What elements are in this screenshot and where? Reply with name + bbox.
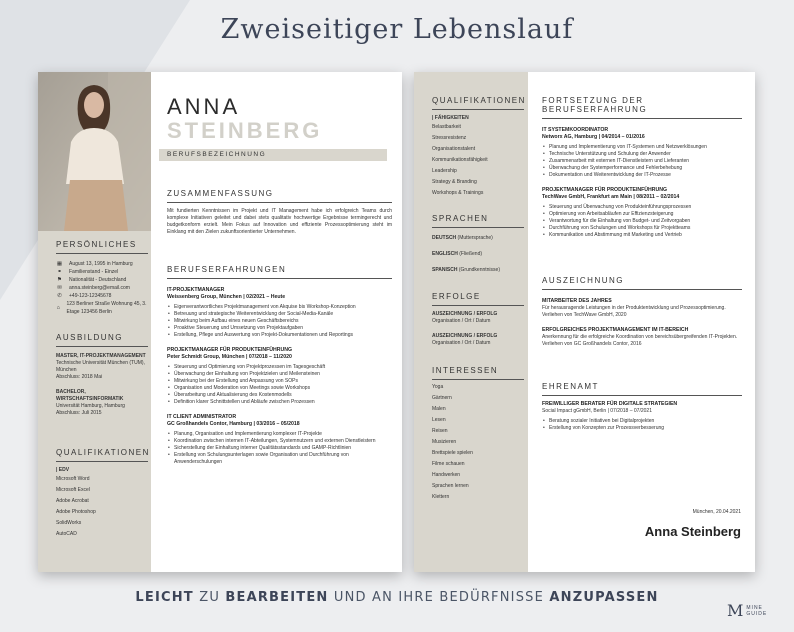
- bullet-item: • Proaktive Steuerung und Umsetzung von Projektaufgaben: [167, 325, 392, 332]
- bullet-item: • Überwachung der Systemperformance und Fehlerbehebung: [542, 165, 742, 172]
- interest-item: Sprachen lernen: [432, 483, 469, 489]
- signoff-date: München, 20.04.2021: [692, 509, 741, 515]
- mail-icon: ✉: [57, 285, 62, 291]
- bullet-item: • Technische Unterstützung und Schulung der Anwender: [542, 151, 742, 158]
- divider: [542, 289, 742, 290]
- contact-text: anna.steinberg@email.com: [69, 285, 130, 291]
- contact-text: +49-123-12345678: [69, 293, 112, 299]
- interests-list: [432, 382, 524, 503]
- bullet-item: • Zusammenarbeit mit externen IT-Dienstleistern und Lieferanten: [542, 158, 742, 165]
- job-list: [542, 127, 742, 239]
- section-title: FORTSETZUNG DER BERUFSERFAHRUNG: [542, 96, 648, 114]
- bullet-item: • Koordination zwischen internen IT-Abteilungen, Systemnutzern und externen Dienstleistern: [167, 438, 392, 445]
- language-level: (Grundkenntnisse): [457, 267, 500, 273]
- language-level: (Fließend): [457, 251, 483, 257]
- divider: [542, 395, 742, 396]
- language-item: [432, 230, 524, 246]
- qualifications-heading: | EDV: [56, 467, 70, 473]
- job-title: BERUFSBEZEICHNUNG: [167, 151, 267, 158]
- success-entry: [432, 311, 524, 325]
- section-title: SPRACHEN: [432, 214, 489, 223]
- job-entry: [542, 187, 742, 239]
- phone-icon: ✆: [57, 293, 62, 299]
- interest-item: Gärtnern: [432, 395, 452, 401]
- section-title: QUALIFIKATIONEN: [56, 448, 150, 457]
- first-name: ANNA: [167, 94, 241, 119]
- volunteer-org: Social Impact gGmbH, Berlin | 07/2018 – 07/2021: [542, 408, 652, 414]
- award-description: Für herausragende Leistungen in der Produktentwicklung und Prozessoptimierung.: [542, 305, 726, 311]
- summary-section: [167, 189, 392, 236]
- job-title: IT SYSTEMKOORDINATOR: [542, 127, 609, 133]
- job-company: TechWave GmbH, Frankfurt am Main | 08/2011 – 02/2014: [542, 194, 680, 200]
- bullet-item: • Dokumentation und Weiterentwicklung der IT-Prozesse: [542, 172, 742, 179]
- bullet-item: • Definition klarer Schnittstellen und Abläufe zwischen Prozessen: [167, 399, 392, 406]
- qualification-item: Adobe Photoshop: [56, 509, 96, 515]
- bullet-list: [542, 204, 742, 239]
- contact-item: [56, 300, 148, 316]
- contact-item: [56, 276, 148, 284]
- bullet-item: • Erstellung von Schulungsunterlagen sowie Organisation und Durchführung von Anwenderschulungen: [167, 452, 392, 466]
- bullet-item: • Kommunikation und Abstimmung mit Marketing und Vertrieb: [542, 232, 742, 239]
- logo-line-2: GUIDE: [746, 610, 768, 617]
- interest-item: Malen: [432, 406, 446, 412]
- tagline-part: ANZUPASSEN: [549, 590, 659, 605]
- resume-page-1: [38, 72, 402, 572]
- divider: [167, 202, 392, 203]
- resume-page-2: [414, 72, 755, 572]
- contact-item: [56, 260, 148, 268]
- bullet-item: • Betreuung und strategische Weiterentwicklung der Social-Media-Kanäle: [167, 311, 392, 318]
- languages-list: [432, 230, 524, 278]
- bullet-item: • Planung und Implementierung von IT-Systemen und Netzwerklösungen: [542, 144, 742, 151]
- languages-section: [432, 214, 524, 278]
- success-name: AUSZEICHNUNG / ERFOLG: [432, 311, 498, 317]
- signature-name: Anna Steinberg: [644, 524, 741, 539]
- bullet-item: • Mitwirkung bei der Erstellung und Anpassung von SOPs: [167, 378, 392, 385]
- bullet-item: • Durchführung von Schulungen und Workshops für Projektteams: [542, 225, 742, 232]
- skill-item: Kommunikationsfähigkeit: [432, 157, 488, 163]
- bullet-item: • Eigenverantwortliches Projektmanagement von Akquise bis Workshop-Konzeption: [167, 304, 392, 311]
- contact-item: [56, 292, 148, 300]
- job-title: PROJEKTMANAGER FÜR PRODUKTEINFÜHRUNG: [167, 347, 293, 353]
- bullet-item: • Steuerung und Überwachung von Produkteinführungsprozessen: [542, 204, 742, 211]
- bullet-item: • Erstellung von Konzepten zur Prozessverbesserung: [542, 425, 742, 432]
- language-name: ENGLISCH: [432, 251, 458, 257]
- qualification-item: Adobe Acrobat: [56, 498, 89, 504]
- job-list: [167, 287, 392, 466]
- success-detail: Organisation / Ort / Datum: [432, 318, 491, 324]
- interest-item: Klettern: [432, 494, 450, 500]
- bullet-list: [167, 431, 392, 466]
- section-title: EHRENAMT: [542, 382, 599, 391]
- award-issuer: Verliehen von GC Großhandels Contor, 2016: [542, 341, 642, 347]
- personal-list: [56, 260, 148, 316]
- award-issuer: Verliehen von TechWave GmbH, 2020: [542, 312, 627, 318]
- skills-section: [432, 96, 524, 199]
- language-item: [432, 262, 524, 278]
- bullet-item: • Steuerung und Optimierung von Projektprozessen im Tagesgeschäft: [167, 364, 392, 371]
- success-detail: Organisation / Ort / Datum: [432, 340, 491, 346]
- award-description: Anerkennung für die erfolgreiche Koordination von bereichsübergreifenden IT-Projekten.: [542, 334, 738, 340]
- graduation-date: Abschluss: Juli 2015: [56, 410, 102, 416]
- summary-text: Mit fundierten Kenntnissen im Projekt und IT Management habe ich erfolgreich Teams durch komplexe Initiativen geleitet und dabei stets qualitativ hochwertige Ergebnisse termingerecht und budgetkonform erzielt. Mein Fokus auf Innovation und effiziente Prozessoptimierung steht im Einklang mit den Zielen zukunftsorientierter Unternehmen.: [167, 208, 392, 235]
- bullet-item: • Sicherstellung der Einhaltung interner Qualitätsstandards und GAMP-Richtlinien: [167, 445, 392, 452]
- section-title: ZUSAMMENFASSUNG: [167, 189, 274, 198]
- qualification-item: Microsoft Excel: [56, 487, 90, 493]
- qualification-item: AutoCAD: [56, 531, 77, 537]
- award-entry: [542, 327, 742, 348]
- volunteer-entry: [542, 401, 742, 432]
- brand-logo: [727, 601, 767, 620]
- section-title: BERUFSERFAHRUNGEN: [167, 265, 287, 274]
- bullet-item: • Überarbeitung und Aktualisierung des Kostenmodells: [167, 392, 392, 399]
- education-entry: [56, 389, 148, 417]
- interest-item: Brettspiele spielen: [432, 450, 473, 456]
- divider: [432, 109, 524, 110]
- contact-item: [56, 284, 148, 292]
- award-entry: [542, 298, 742, 319]
- section-title: AUSBILDUNG: [56, 333, 124, 342]
- contact-text: August 13, 1995 in Hamburg: [69, 261, 133, 267]
- job-entry: [167, 347, 392, 406]
- interest-item: Filme schauen: [432, 461, 465, 467]
- divider: [432, 379, 524, 380]
- volunteer-section: [542, 382, 742, 432]
- award-title: ERFOLGREICHES PROJEKTMANAGEMENT IM IT-BEREICH: [542, 327, 689, 333]
- qualifications-section: [56, 448, 148, 540]
- successes-list: [432, 311, 524, 347]
- job-title: IT-PROJEKTMANAGER: [167, 287, 225, 293]
- language-item: [432, 246, 524, 262]
- calendar-icon: ▦: [56, 261, 63, 267]
- qualifications-list: [56, 474, 148, 540]
- bullet-item: • Verantwortung für die Einhaltung von Budget- und Zeitvorgaben: [542, 218, 742, 225]
- skill-item: Belastbarkeit: [432, 124, 461, 130]
- tagline-part: LEICHT: [135, 590, 194, 605]
- interest-item: Lesen: [432, 417, 446, 423]
- bullet-item: • Mitwirkung beim Aufbau eines neuen Geschäftsbereichs: [167, 318, 392, 325]
- logo-icon: M: [727, 601, 744, 620]
- bullet-list: [542, 144, 742, 179]
- job-title: PROJEKTMANAGER FÜR PRODUKTEINFÜHRUNG: [542, 187, 668, 193]
- section-title: PERSÖNLICHES: [56, 240, 137, 249]
- section-title: AUSZEICHNUNG: [542, 276, 625, 285]
- qualification-item: SolidWorks: [56, 520, 82, 526]
- success-entry: [432, 333, 524, 347]
- personal-section: [56, 240, 148, 316]
- language-name: SPANISCH: [432, 267, 458, 273]
- volunteer-role: FREIWILLIGER BERATER FÜR DIGITALE STRATEGIEN: [542, 401, 678, 407]
- section-title: INTERESSEN: [432, 366, 499, 375]
- divider: [56, 461, 148, 462]
- job-company: Weissenberg Group, München | 02/2021 – Heute: [167, 294, 286, 300]
- bullet-list: [167, 304, 392, 339]
- awards-list: [542, 298, 742, 348]
- tagline-part: UND AN IHRE BEDÜRFNISSE: [328, 590, 550, 605]
- bullet-list: [167, 364, 392, 406]
- skill-item: Organisationstalent: [432, 146, 476, 152]
- contact-text: Nationalität - Deutschland: [69, 277, 127, 283]
- job-company: GC Großhandels Contor, Hamburg | 03/2016 – 05/2018: [167, 421, 300, 427]
- location-icon: ⌂: [56, 305, 60, 311]
- qualification-item: Microsoft Word: [56, 476, 90, 482]
- interest-item: Handwerken: [432, 472, 461, 478]
- profile-photo: [38, 72, 151, 231]
- job-company: Peter Schmidt Group, München | 07/2018 – 11/2020: [167, 354, 292, 360]
- interest-item: Reisen: [432, 428, 448, 434]
- degree: BACHELOR, WIRTSCHAFTSINFORMATIK: [56, 389, 124, 402]
- bullet-item: • Organisation und Moderation von Meetings sowie Workshops: [167, 385, 392, 392]
- job-entry: [167, 414, 392, 466]
- skills-heading: | FÄHIGKEITEN: [432, 115, 469, 121]
- section-title: ERFOLGE: [432, 292, 481, 301]
- interest-item: Musizieren: [432, 439, 457, 445]
- divider: [432, 227, 524, 228]
- bullet-item: • Überwachung der Einhaltung von Projektzielen und Meilensteinen: [167, 371, 392, 378]
- divider: [167, 278, 392, 279]
- job-company: Networx AG, Hamburg | 04/2014 – 01/2016: [542, 134, 645, 140]
- divider: [56, 346, 148, 347]
- job-title: IT CLIENT ADMINISTRATOR: [167, 414, 237, 420]
- skill-item: Strategy & Branding: [432, 179, 477, 185]
- bullet-item: • Erstellung, Pflege und Auswertung von Projekt-Dokumentationen und Reportings: [167, 332, 392, 339]
- rings-icon: ⚭: [57, 269, 62, 275]
- role-bar: [159, 149, 387, 161]
- contact-text: Familienstand - Einzel: [69, 269, 119, 275]
- education-section: [56, 333, 148, 417]
- headline: Zweiseitiger Lebenslauf: [220, 14, 574, 45]
- language-level: (Muttersprache): [456, 235, 493, 241]
- contact-item: [56, 268, 148, 276]
- experience-continued-section: [542, 96, 742, 239]
- interest-item: Yoga: [432, 384, 444, 390]
- graduation-date: Abschluss: 2018 Mai: [56, 374, 103, 380]
- success-name: AUSZEICHNUNG / ERFOLG: [432, 333, 498, 339]
- award-title: MITARBEITER DES JAHRES: [542, 298, 612, 304]
- job-entry: [167, 287, 392, 339]
- tagline-part: ZU: [193, 590, 226, 605]
- degree: MASTER, IT-PROJEKTMANAGEMENT: [56, 353, 146, 359]
- logo-text: [746, 605, 767, 617]
- skills-list: [432, 122, 524, 199]
- bullet-list: [542, 418, 742, 432]
- school: Universität Hamburg, Hamburg: [56, 403, 125, 409]
- skill-item: Workshops & Trainings: [432, 190, 484, 196]
- tagline-part: BEARBEITEN: [225, 590, 329, 605]
- awards-section: [542, 276, 742, 348]
- skill-item: Stressresistenz: [432, 135, 467, 141]
- divider: [56, 253, 148, 254]
- section-title: QUALIFIKATIONEN: [432, 96, 526, 105]
- divider: [542, 118, 742, 119]
- flag-icon: ⚑: [57, 277, 62, 283]
- bullet-item: • Optimierung von Arbeitsabläufen zur Effizienzsteigerung: [542, 211, 742, 218]
- tagline: [0, 590, 794, 605]
- skill-item: Leadership: [432, 168, 457, 174]
- language-name: DEUTSCH: [432, 235, 457, 241]
- contact-text: 123 Berliner Straße Wohnung 45, 3. Etage 123456 Berlin: [66, 301, 147, 315]
- divider: [432, 305, 524, 306]
- last-name: STEINBERG: [167, 118, 323, 143]
- job-entry: [542, 127, 742, 179]
- successes-section: [432, 292, 524, 347]
- interests-section: [432, 366, 524, 503]
- bullet-item: • Beratung sozialer Initiativen bei Digitalprojekten: [542, 418, 742, 425]
- experience-section: [167, 265, 392, 466]
- school: Technische Universität München (TUM), München: [56, 360, 145, 373]
- logo-line-1: MINE: [746, 604, 763, 611]
- education-list: [56, 353, 148, 417]
- education-entry: [56, 353, 148, 381]
- bullet-item: • Planung, Organisation und Implementierung komplexer IT-Projekte: [167, 431, 392, 438]
